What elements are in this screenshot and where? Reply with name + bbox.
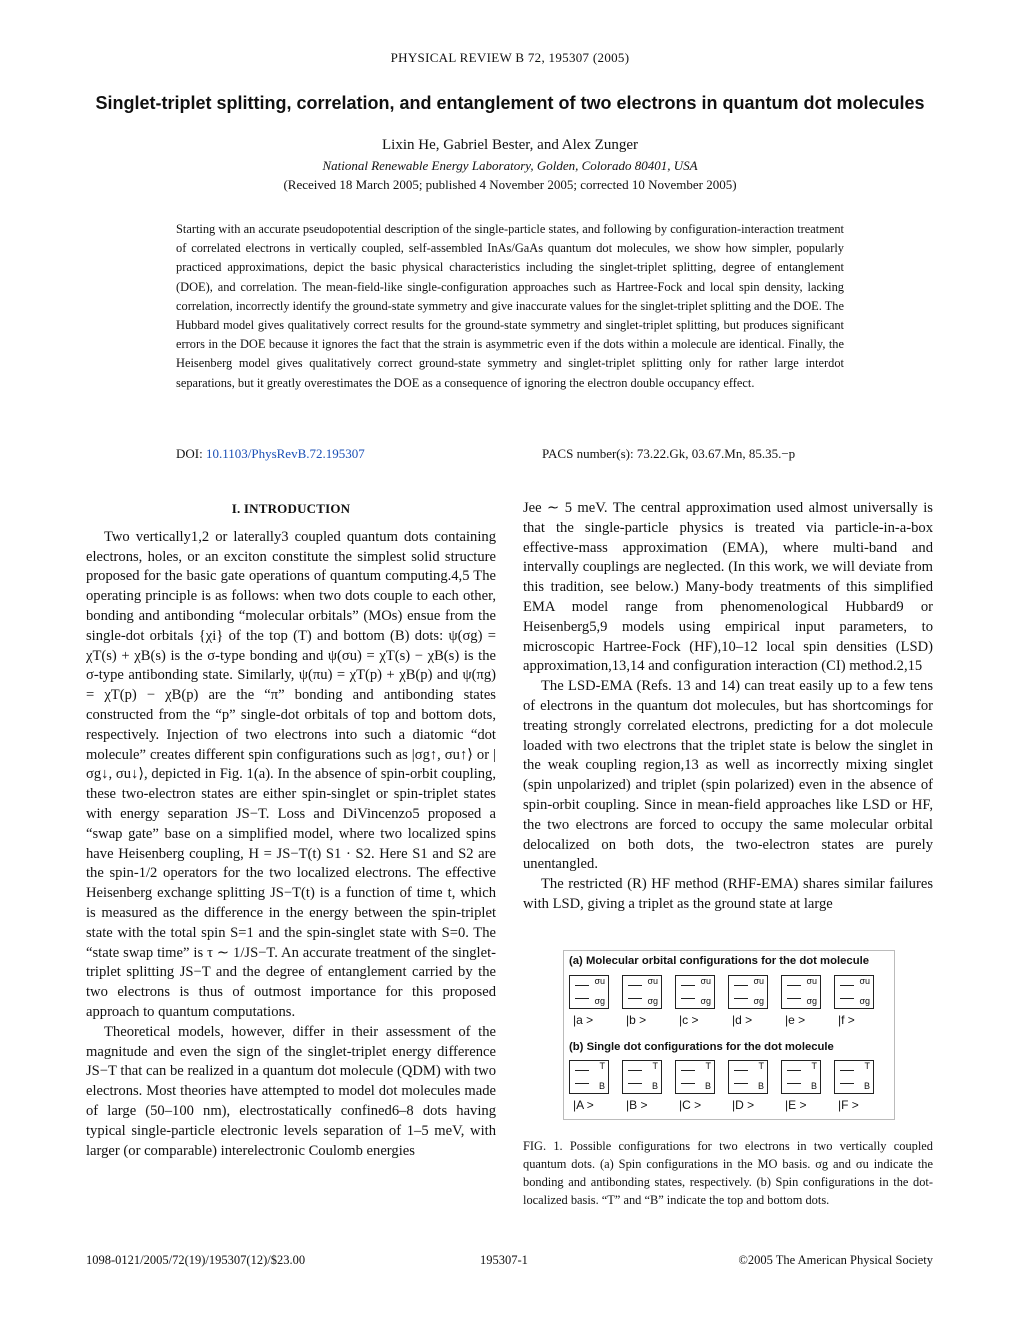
config-ket: |e >: [785, 1013, 806, 1027]
config-box: [622, 975, 662, 1009]
config-ket: |D >: [732, 1098, 755, 1112]
upper-level: [840, 985, 854, 986]
lower-level-label: B: [598, 1081, 605, 1091]
config-ket: |E >: [785, 1098, 807, 1112]
config-box: [675, 975, 715, 1009]
upper-level-label: σu: [700, 976, 711, 986]
config-box: [834, 1060, 874, 1094]
config-ket: |f >: [838, 1013, 855, 1027]
upper-level-label: σu: [806, 976, 817, 986]
lower-level-label: σg: [806, 996, 817, 1006]
lower-level: [628, 998, 642, 999]
config-box: [675, 1060, 715, 1094]
upper-level-label: σu: [859, 976, 870, 986]
lower-level-label: σg: [594, 996, 605, 1006]
abstract: Starting with an accurate pseudopotential description of the single-particle states, and following by configuration-interaction treatment of correlated electrons in vertically coupled, self-assembled InAs/GaAs quantum dot molecules, we show how simpler, popularly practiced approximations, depict the basic physical characteristics including the singlet-triplet splitting, degree of entanglement (DOE), and correlation. The mean-field-like single-configuration approaches such as Hartree-Fock and local spin density, lacking correlation, incorrectly identify the ground-state symmetry and give inaccurate values for the singlet-triplet splitting and the DOE. The Hubbard model gives qualitatively correct results for the ground-state symmetry and singlet-triplet splitting, but produces significant errors in the DOE because it ignores the fact that the strain is asymmetric even if the dots within a molecule are identical. Finally, the Heisenberg model gives qualitatively correct ground-state symmetry and singlet-triplet splitting only for rather large interdot separations, but it greatly overestimates the DOE as a consequence of ignoring the electron double occupancy effect.: [176, 222, 844, 390]
upper-level: [575, 985, 589, 986]
config-ket: |d >: [732, 1013, 753, 1027]
lower-level-label: B: [704, 1081, 711, 1091]
affiliation: National Renewable Energy Laboratory, Golden, Colorado 80401, USA: [322, 158, 698, 173]
upper-level: [840, 1070, 854, 1071]
lower-level: [787, 998, 801, 999]
upper-level: [734, 1070, 748, 1071]
lower-level: [734, 1083, 748, 1084]
left-column: [86, 499, 496, 1161]
upper-level-label: T: [705, 1061, 711, 1071]
upper-level-label: T: [811, 1061, 817, 1071]
upper-level: [681, 985, 695, 986]
doi-line: [176, 446, 365, 462]
lower-level-label: σg: [647, 996, 658, 1006]
config-ket: |c >: [679, 1013, 699, 1027]
upper-level: [734, 985, 748, 986]
upper-level-label: T: [864, 1061, 870, 1071]
article-title: Singlet-triplet splitting, correlation, and entanglement of two electrons in quantum dot molecules: [95, 93, 925, 113]
lower-level-label: B: [810, 1081, 817, 1091]
lower-level-label: B: [757, 1081, 764, 1091]
right-column: [523, 499, 933, 915]
config-box: [781, 1060, 821, 1094]
upper-level-label: σu: [647, 976, 658, 986]
lower-level-label: σg: [700, 996, 711, 1006]
config-box: [622, 1060, 662, 1094]
lower-level-label: B: [863, 1081, 870, 1091]
received-dates: (Received 18 March 2005; published 4 November 2005; corrected 10 November 2005): [283, 177, 737, 192]
config-ket: |B >: [626, 1098, 648, 1112]
paragraph: The restricted (R) HF method (RHF-EMA) shares similar failures with LSD, giving a triplet as the ground state at large: [523, 876, 933, 912]
upper-level: [787, 1070, 801, 1071]
footer-copyright: ©2005 The American Physical Society: [738, 1253, 933, 1267]
lower-level: [734, 998, 748, 999]
figure-1: [563, 950, 895, 1120]
paragraph: The LSD-EMA (Refs. 13 and 14) can treat easily up to a few tens of electrons in the quantum dot molecules, but has shortcomings for treating strongly correlated electrons, predicting for a dot molecule loaded with two electrons that the triplet state is below the singlet in the weak coupling region,13 as well as incorrectly mixing singlet (spin unpolarized) and triplet (spin polarized) even in the absence of spin-orbit coupling. Since in mean-field approaches like LSD or HF, the two electrons are forced to occupy the same molecular orbital delocalized on both dots, the two-electron states are purely unentangled.: [523, 678, 933, 873]
lower-level: [575, 1083, 589, 1084]
pacs-numbers: PACS number(s): 73.22.Gk, 03.67.Mn, 85.35.−p: [542, 446, 796, 461]
upper-level: [575, 1070, 589, 1071]
config-ket: |F >: [838, 1098, 859, 1112]
upper-level: [628, 985, 642, 986]
config-box: [569, 975, 609, 1009]
upper-level: [681, 1070, 695, 1071]
lower-level-label: B: [651, 1081, 658, 1091]
upper-level-label: T: [652, 1061, 658, 1071]
lower-level: [840, 1083, 854, 1084]
lower-level: [681, 998, 695, 999]
upper-level: [787, 985, 801, 986]
doi-label: DOI:: [176, 446, 203, 461]
config-box: [834, 975, 874, 1009]
section-heading: I. INTRODUCTION: [231, 501, 351, 516]
lower-level: [681, 1083, 695, 1084]
config-ket: |A >: [573, 1098, 594, 1112]
paragraph: Two vertically1,2 or laterally3 coupled quantum dots containing electrons, holes, or an exciton constitute the simplest solid structure proposed for the basic gate operations of quantum computing.4,5 The operating principle is as follows: when two dots couple to each other, bonding and antibonding “molecular orbitals” (MOs) ensue from the single-dot orbitals {χi} of the top (T) and bottom (B) dots: ψ(σg) = χT(s) + χB(s) is the σ-type bonding and ψ(σu) = χT(s) − χB(s) is the σ-type antibonding state. Similarly, ψ(πu) = χT(p) + χB(p) and ψ(πg) = χT(p) − χB(p) are the “π” bonding and antibonding states constructed from the “p” single-dot orbitals of top and bottom dots, respectively. Injection of two electrons into such a diatomic “dot molecule” creates different spin configurations such as |σg↑, σu↑⟩ or |σg↓, σu↓⟩, depicted in Fig. 1(a). In the absence of spin-orbit coupling, these two-electron states are either spin-singlet or spin-triplet states with energy separation JS−T. Loss and DiVincenzo5 proposed a “swap gate” base on a simplified model, where two localized spins have Heisenberg coupling, H = JS−T(t) S1 · S2. Here S1 and S2 are the spin-1/2 operators for the two localized electrons. The effective Heisenberg exchange splitting JS−T(t) is a function of time t, which is measured as the difference in the energy between the spin-triplet state with the total spin S=1 and the spin-singlet state with S=0. The “state swap time” is τ ∼ 1/JS−T. An accurate treatment of the singlet-triplet splitting JS−T and the degree of entanglement carried by the two electrons is thus of outmost importance for this proposed approach to quantum computations.: [86, 528, 496, 1020]
upper-level-label: T: [758, 1061, 764, 1071]
config-ket: |a >: [573, 1013, 594, 1027]
config-box: [569, 1060, 609, 1094]
lower-level-label: σg: [753, 996, 764, 1006]
config-box: [781, 975, 821, 1009]
upper-level: [628, 1070, 642, 1071]
lower-level: [787, 1083, 801, 1084]
lower-level: [575, 998, 589, 999]
panel-b-label: (b) Single dot configurations for the dot molecule: [569, 1041, 834, 1053]
upper-level-label: T: [599, 1061, 605, 1071]
config-ket: |C >: [679, 1098, 702, 1112]
lower-level-label: σg: [859, 996, 870, 1006]
panel-a-label: (a) Molecular orbital configurations for the dot molecule: [569, 955, 870, 967]
doi-link[interactable]: 10.1103/PhysRevB.72.195307: [205, 446, 365, 461]
paragraph: Theoretical models, however, differ in their assessment of the magnitude and even the sign of the singlet-triplet energy difference JS−T that can be realized in a quantum dot molecule (QDM) with two electrons. Most theories have attempted to model dot molecules made of large (50–100 nm), electrostatically confined6–8 dots having typical single-particle electronic levels separation of 1–5 meV, with larger (or comparable) interelectronic Coulomb energies: [86, 1023, 496, 1159]
author-list: Lixin He, Gabriel Bester, and Alex Zunger: [382, 137, 638, 153]
upper-level-label: σu: [753, 976, 764, 986]
config-box: [728, 975, 768, 1009]
lower-level: [628, 1083, 642, 1084]
config-ket: |b >: [626, 1013, 647, 1027]
config-box: [728, 1060, 768, 1094]
upper-level-label: σu: [594, 976, 605, 986]
running-head: PHYSICAL REVIEW B 72, 195307 (2005): [390, 50, 630, 65]
paragraph: Jee ∼ 5 meV. The central approximation used almost universally is that the single-particle physics is treated via particle-in-a-box effective-mass approximation (EMA), where multi-band and intervally couplings are neglected. (In this work, we will deviate from this tradition, see below.) Many-body treatments of this simplified EMA model range from phenomenological Hubbard9 or Heisenberg5,9 models using empirical input parameters, to microscopic Hartree-Fock (HF),10–12 local spin densities (LSD) approximation,13,14 and configuration interaction (CI) method.2,15: [523, 500, 933, 675]
lower-level: [840, 998, 854, 999]
footer-issn: 1098-0121/2005/72(19)/195307(12)/$23.00: [86, 1253, 306, 1267]
footer-page: 195307-1: [480, 1253, 528, 1267]
figure-caption: FIG. 1. Possible configurations for two electrons in two vertically coupled quantum dots. (a) Spin configurations in the MO basis. σg and σu indicate the bonding and antibonding states, respectively. (b) Spin configurations in the dot-localized basis. “T” and “B” indicate the top and bottom dots.: [523, 1139, 933, 1207]
